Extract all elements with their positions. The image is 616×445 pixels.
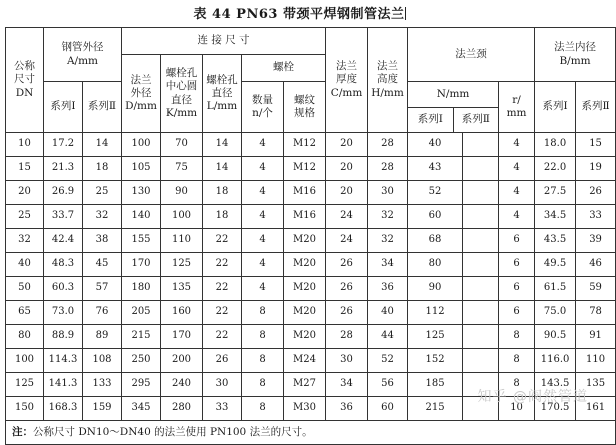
cell-a2: 76: [83, 301, 122, 325]
cell-d: 155: [122, 229, 161, 253]
cell-b1: 61.5: [535, 277, 576, 301]
cell-r: 4: [499, 205, 535, 229]
cell-a1: 33.7: [44, 205, 83, 229]
cell-d: 105: [122, 157, 161, 181]
cell-h: 32: [368, 229, 408, 253]
cell-thread: M20: [284, 277, 326, 301]
cell-h: 34: [368, 253, 408, 277]
cell-thread: M20: [284, 325, 326, 349]
cell-k: 280: [161, 397, 203, 421]
cell-b1: 75.0: [535, 301, 576, 325]
cell-b2: 135: [576, 373, 616, 397]
cell-h: 56: [368, 373, 408, 397]
cell-c: 20: [326, 181, 368, 205]
cell-dn: 10: [6, 133, 44, 157]
cell-l: 14: [203, 133, 242, 157]
cell-d: 295: [122, 373, 161, 397]
cell-a2: 89: [83, 325, 122, 349]
cell-b1: 90.5: [535, 325, 576, 349]
cell-b1: 22.0: [535, 157, 576, 181]
header-bolt-qty: 数量 n/个: [242, 82, 284, 133]
cell-k: 125: [161, 253, 203, 277]
cell-d: 100: [122, 133, 161, 157]
cell-n: 4: [242, 205, 284, 229]
cell-l: 22: [203, 301, 242, 325]
cell-thread: M16: [284, 181, 326, 205]
cell-n1: 68: [408, 229, 463, 253]
cell-n2: [463, 277, 499, 301]
cell-b2: 59: [576, 277, 616, 301]
cell-r: 10: [499, 397, 535, 421]
cell-a2: 25: [83, 181, 122, 205]
cell-dn: 80: [6, 325, 44, 349]
cell-k: 75: [161, 157, 203, 181]
cell-a1: 73.0: [44, 301, 83, 325]
cell-a2: 108: [83, 349, 122, 373]
cell-c: 26: [326, 277, 368, 301]
cell-h: 36: [368, 277, 408, 301]
cell-a1: 168.3: [44, 397, 83, 421]
cell-dn: 100: [6, 349, 44, 373]
cell-b1: 34.5: [535, 205, 576, 229]
header-bore-series2: 系列Ⅱ: [576, 82, 616, 133]
cell-r: 6: [499, 229, 535, 253]
cell-l: 22: [203, 229, 242, 253]
cell-k: 240: [161, 373, 203, 397]
table-row: [6, 157, 616, 181]
cell-thread: M30: [284, 397, 326, 421]
cell-n2: [463, 157, 499, 181]
cell-h: 40: [368, 301, 408, 325]
cell-c: 20: [326, 133, 368, 157]
cell-c: 26: [326, 301, 368, 325]
cell-n: 8: [242, 349, 284, 373]
cell-d: 130: [122, 181, 161, 205]
cell-n: 4: [242, 253, 284, 277]
cell-d: 180: [122, 277, 161, 301]
cell-n2: [463, 181, 499, 205]
cell-d: 170: [122, 253, 161, 277]
cell-n2: [463, 229, 499, 253]
header-bolt-hole: 螺栓孔 直径 L/mm: [203, 55, 242, 133]
cell-b1: 18.0: [535, 133, 576, 157]
header-flange-bore: 法兰内径 B/mm: [535, 28, 616, 82]
cell-r: 4: [499, 181, 535, 205]
cell-dn: 32: [6, 229, 44, 253]
cell-dn: 50: [6, 277, 44, 301]
cell-k: 200: [161, 349, 203, 373]
header-pipe-od: 钢管外径 A/mm: [44, 28, 122, 82]
cell-k: 110: [161, 229, 203, 253]
cell-a2: 133: [83, 373, 122, 397]
cell-n1: 90: [408, 277, 463, 301]
text-cursor: [405, 7, 406, 20]
cell-b2: 161: [576, 397, 616, 421]
header-bolt-circle: 螺栓孔 中心圆 直径 K/mm: [161, 55, 203, 133]
cell-a2: 14: [83, 133, 122, 157]
table-row: [6, 229, 616, 253]
cell-b2: 26: [576, 181, 616, 205]
cell-b1: 43.5: [535, 229, 576, 253]
cell-n2: [463, 301, 499, 325]
cell-a2: 57: [83, 277, 122, 301]
cell-b2: 19: [576, 157, 616, 181]
cell-a2: 18: [83, 157, 122, 181]
cell-n: 4: [242, 181, 284, 205]
cell-a1: 114.3: [44, 349, 83, 373]
cell-l: 18: [203, 181, 242, 205]
cell-dn: 40: [6, 253, 44, 277]
header-flange-height: 法兰 高度 H/mm: [368, 28, 408, 133]
cell-thread: M27: [284, 373, 326, 397]
cell-a2: 32: [83, 205, 122, 229]
cell-l: 30: [203, 373, 242, 397]
cell-l: 18: [203, 205, 242, 229]
cell-b1: 116.0: [535, 349, 576, 373]
cell-c: 26: [326, 253, 368, 277]
cell-a1: 21.3: [44, 157, 83, 181]
cell-h: 28: [368, 133, 408, 157]
header-bolt: 螺栓: [242, 55, 326, 82]
cell-c: 24: [326, 205, 368, 229]
cell-a1: 88.9: [44, 325, 83, 349]
cell-a1: 141.3: [44, 373, 83, 397]
cell-b2: 46: [576, 253, 616, 277]
cell-c: 20: [326, 157, 368, 181]
cell-dn: 65: [6, 301, 44, 325]
cell-k: 100: [161, 205, 203, 229]
cell-r: 8: [499, 349, 535, 373]
cell-n: 8: [242, 373, 284, 397]
cell-thread: M20: [284, 253, 326, 277]
cell-r: 4: [499, 157, 535, 181]
cell-d: 250: [122, 349, 161, 373]
cell-l: 22: [203, 253, 242, 277]
cell-b2: 39: [576, 229, 616, 253]
cell-n: 4: [242, 157, 284, 181]
cell-h: 52: [368, 349, 408, 373]
cell-thread: M20: [284, 301, 326, 325]
cell-a1: 48.3: [44, 253, 83, 277]
cell-h: 44: [368, 325, 408, 349]
cell-l: 22: [203, 325, 242, 349]
table-row: [6, 301, 616, 325]
cell-b1: 170.5: [535, 397, 576, 421]
cell-b2: 110: [576, 349, 616, 373]
cell-c: 24: [326, 229, 368, 253]
cell-n2: [463, 325, 499, 349]
cell-c: 28: [326, 325, 368, 349]
cell-n: 8: [242, 301, 284, 325]
cell-dn: 25: [6, 205, 44, 229]
cell-a2: 38: [83, 229, 122, 253]
cell-r: 8: [499, 373, 535, 397]
cell-h: 28: [368, 157, 408, 181]
cell-b1: 49.5: [535, 253, 576, 277]
cell-n1: 43: [408, 157, 463, 181]
cell-n: 4: [242, 277, 284, 301]
cell-n2: [463, 133, 499, 157]
cell-a2: 45: [83, 253, 122, 277]
cell-n: 4: [242, 229, 284, 253]
cell-n: 8: [242, 397, 284, 421]
cell-b1: 27.5: [535, 181, 576, 205]
cell-k: 135: [161, 277, 203, 301]
cell-c: 34: [326, 373, 368, 397]
cell-r: 6: [499, 253, 535, 277]
cell-a2: 159: [83, 397, 122, 421]
header-neck-r: r/ mm: [499, 82, 535, 133]
cell-k: 170: [161, 325, 203, 349]
cell-dn: 150: [6, 397, 44, 421]
cell-n2: [463, 253, 499, 277]
cell-thread: M16: [284, 205, 326, 229]
cell-n2: [463, 205, 499, 229]
cell-r: 6: [499, 277, 535, 301]
cell-k: 90: [161, 181, 203, 205]
table-note: 注：公称尺寸 DN10～DN40 的法兰使用 PN100 法兰的尺寸。: [6, 421, 616, 445]
cell-dn: 15: [6, 157, 44, 181]
cell-n1: 60: [408, 205, 463, 229]
cell-n1: 185: [408, 373, 463, 397]
cell-dn: 125: [6, 373, 44, 397]
header-nominal-size: 公称 尺寸 DN: [6, 28, 44, 133]
header-flange-thickness: 法兰 厚度 C/mm: [326, 28, 368, 133]
cell-l: 14: [203, 157, 242, 181]
cell-c: 30: [326, 349, 368, 373]
cell-n1: 52: [408, 181, 463, 205]
cell-b2: 91: [576, 325, 616, 349]
cell-r: 8: [499, 325, 535, 349]
cell-n1: 152: [408, 349, 463, 373]
header-pipe-series2: 系列Ⅱ: [83, 82, 122, 133]
table-row: [6, 133, 616, 157]
watermark: 知乎 @阀然管道: [477, 389, 588, 405]
header-pipe-series1: 系列Ⅰ: [44, 82, 83, 133]
cell-k: 160: [161, 301, 203, 325]
cell-thread: M24: [284, 349, 326, 373]
cell-n1: 125: [408, 325, 463, 349]
cell-d: 215: [122, 325, 161, 349]
header-connection: 连 接 尺 寸: [122, 28, 326, 55]
cell-l: 26: [203, 349, 242, 373]
cell-a1: 42.4: [44, 229, 83, 253]
table-row: [6, 205, 616, 229]
table-row: [6, 277, 616, 301]
cell-thread: M12: [284, 157, 326, 181]
cell-n2: [463, 349, 499, 373]
cell-a1: 17.2: [44, 133, 83, 157]
cell-d: 345: [122, 397, 161, 421]
cell-thread: M12: [284, 133, 326, 157]
cell-n1: 80: [408, 253, 463, 277]
cell-l: 22: [203, 277, 242, 301]
cell-d: 205: [122, 301, 161, 325]
cell-h: 30: [368, 181, 408, 205]
cell-b1: 143.5: [535, 373, 576, 397]
cell-a1: 26.9: [44, 181, 83, 205]
cell-r: 4: [499, 133, 535, 157]
table-title: 表 44 PN63 带颈平焊钢制管法兰: [193, 7, 405, 22]
table-row: [6, 253, 616, 277]
cell-dn: 20: [6, 181, 44, 205]
cell-b2: 33: [576, 205, 616, 229]
table-row: [6, 349, 616, 373]
header-neck-n: N/mm 系列Ⅰ 系列Ⅱ: [408, 82, 499, 133]
cell-h: 60: [368, 397, 408, 421]
cell-b2: 15: [576, 133, 616, 157]
cell-n1: 40: [408, 133, 463, 157]
cell-l: 33: [203, 397, 242, 421]
cell-h: 32: [368, 205, 408, 229]
header-bolt-thread: 螺纹 规格: [284, 82, 326, 133]
table-row: [6, 325, 616, 349]
header-bore-series1: 系列Ⅰ: [535, 82, 576, 133]
cell-r: 6: [499, 301, 535, 325]
cell-n1: 112: [408, 301, 463, 325]
cell-k: 70: [161, 133, 203, 157]
cell-n1: 215: [408, 397, 463, 421]
cell-c: 36: [326, 397, 368, 421]
header-flange-od: 法兰 外径 D/mm: [122, 55, 161, 133]
cell-b2: 78: [576, 301, 616, 325]
cell-n: 4: [242, 133, 284, 157]
cell-a1: 60.3: [44, 277, 83, 301]
cell-d: 140: [122, 205, 161, 229]
cell-n: 8: [242, 325, 284, 349]
header-flange-neck: 法兰颈: [408, 28, 535, 82]
cell-thread: M20: [284, 229, 326, 253]
flange-spec-table: [5, 27, 616, 445]
table-row: [6, 181, 616, 205]
